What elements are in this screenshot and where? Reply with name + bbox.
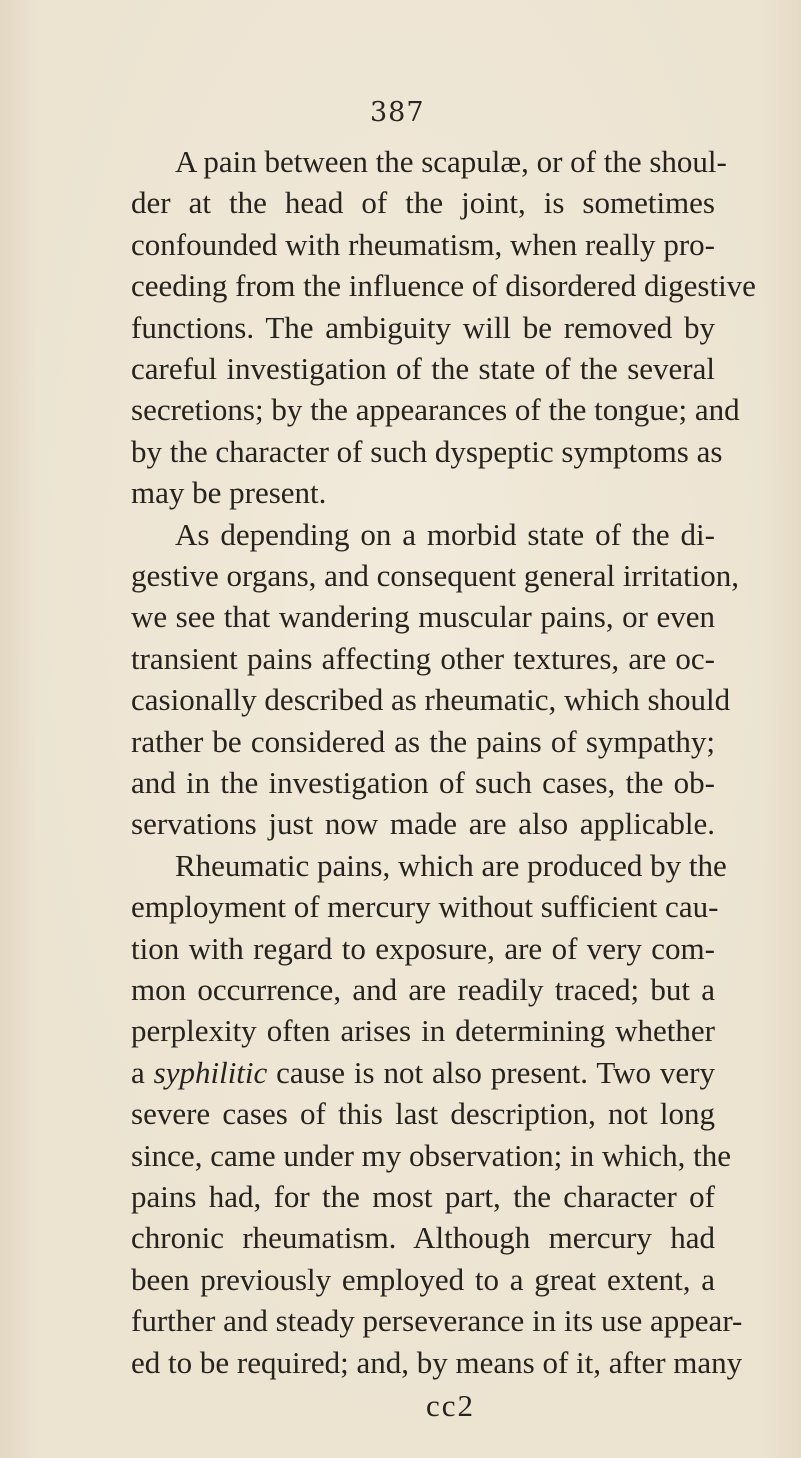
text-line: ceeding from the influence of disordered digestive [131,268,756,304]
text-line: we see that wandering muscular pains, or even [131,599,715,635]
text-line: ed to be required; and, by means of it, after many [131,1344,743,1380]
text-line: rather be considered as the pains of sympathy; [131,723,715,759]
text-line: may be present. [131,475,327,511]
text-line: servations just now made are also applicable. [131,806,715,842]
text-line: been previously employed to a great extent, a [131,1261,715,1297]
text-line: by the character of such dyspeptic symptoms as [131,433,723,469]
text-line: der at the head of the joint, is sometimes [131,185,715,221]
text-line: gestive organs, and consequent general irritation, [131,558,740,593]
italic-word: syphilitic [153,1054,268,1090]
text-line: A pain between the scapulæ, or of the shoul- [175,144,727,179]
page-number: 387 [370,97,425,128]
text-line: and in the investigation of such cases, the ob- [131,765,715,800]
text-line: transient pains affecting other textures, are oc- [131,640,715,676]
text-line: further and steady perseverance in its use appear- [131,1303,743,1339]
text-line: a syphilitic cause is not also present. Two very [131,1054,715,1090]
text-line: careful investigation of the state of the several [131,351,715,386]
text-line: functions. The ambiguity will be removed by [131,309,715,345]
text-line: confounded with rheumatism, when really pro- [131,226,715,262]
text-line: pains had, for the most part, the character of [131,1179,715,1214]
text-line: Rheumatic pains, which are produced by the [175,847,727,883]
text-line: severe cases of this last description, not long [131,1096,715,1132]
text-line: perplexity often arises in determining whether [131,1013,715,1049]
text-line: employment of mercury without sufficient cau- [131,889,719,925]
text-line: since, came under my observation; in which, the [131,1137,732,1173]
text-line: As depending on a morbid state of the di- [175,516,715,552]
text-line: casionally described as rheumatic, which should [131,682,731,718]
text-line: mon occurrence, and are readily traced; but a [131,972,715,1007]
signature-mark: cc2 [426,1388,476,1423]
text-line: tion with regard to exposure, are of very com- [131,930,715,966]
text-line: secretions; by the appearances of the tongue; and [131,392,740,428]
text-line: chronic rheumatism. Although mercury had [131,1220,715,1256]
